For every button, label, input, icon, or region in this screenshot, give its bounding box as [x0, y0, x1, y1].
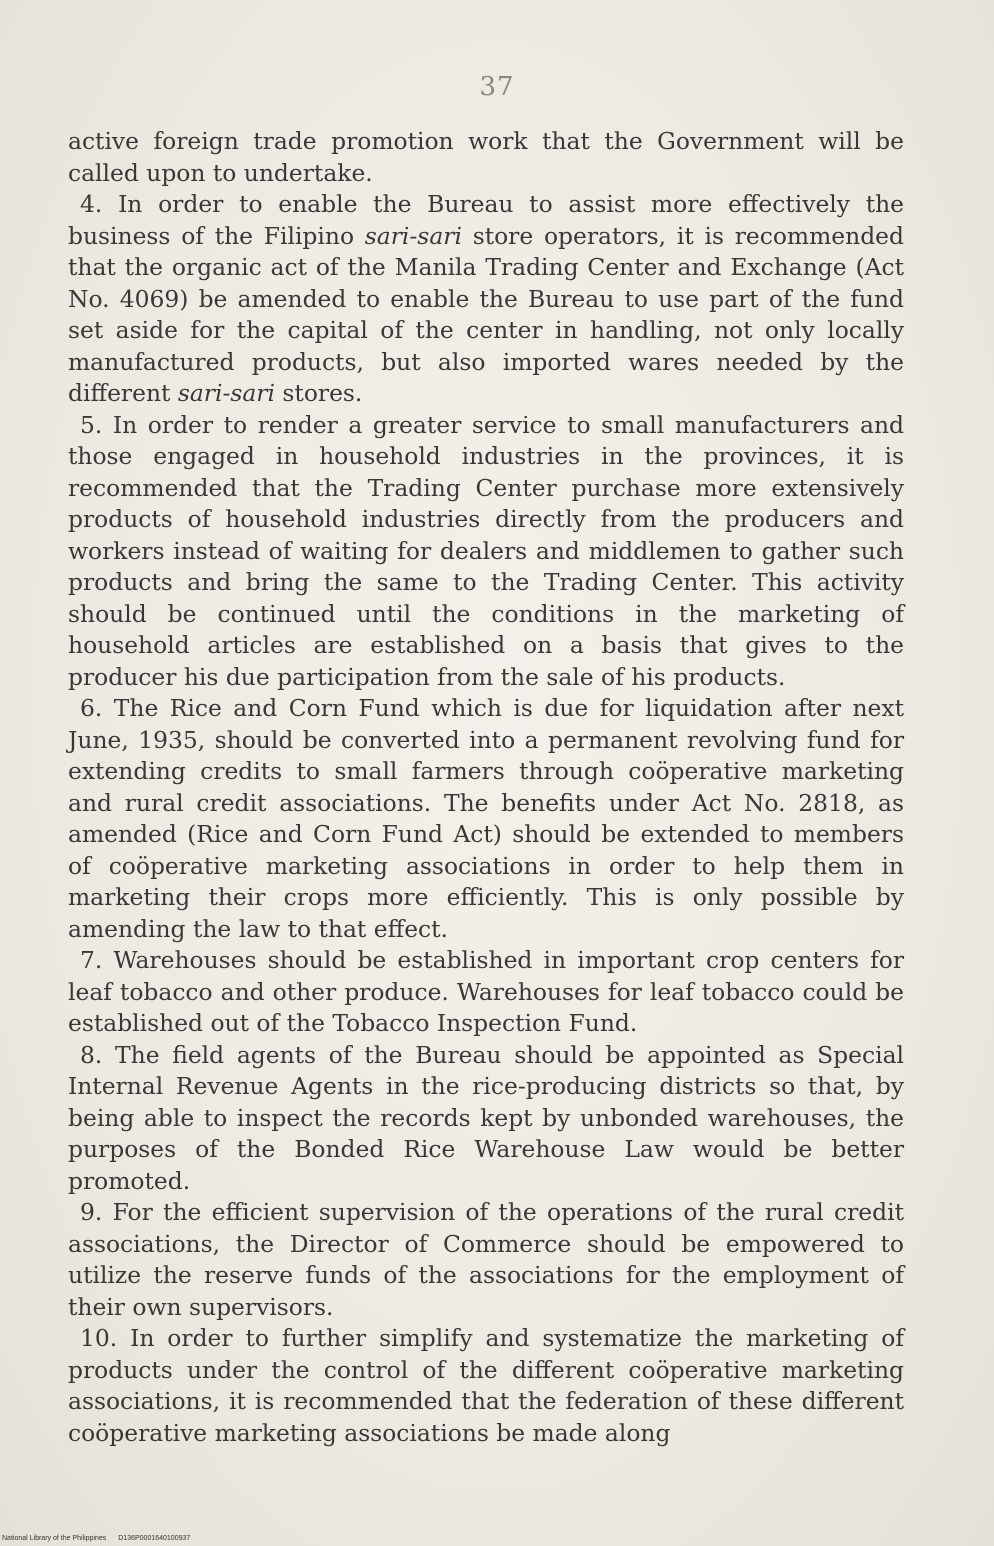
paragraph-number: 6.: [80, 694, 103, 722]
paragraph-text: The Rice and Corn Fund which is due for liquidation after next June, 1935, should be converted into a permanent revolving fund for extending credits to small farmers through coöperative marketing and rural credit associations. The benefits under Act No. 2818, as amended (Rice and Corn Fund Act) should be extended to members of coöperative marketing associations in order to help them in marketing their crops more efficiently. This is only possible by amending the law to that effect.: [68, 694, 904, 943]
paragraph-4: [68, 189, 904, 410]
footer-code: D136P0001640100937: [118, 1535, 191, 1542]
paragraph-text: In order to enable the Bureau to assist more effectively the business of the Filipino: [68, 190, 905, 250]
footer-library: National Library of the Philippines: [2, 1535, 107, 1542]
paragraph-9: [68, 1197, 904, 1323]
paragraph-number: 10.: [80, 1324, 118, 1352]
italic-term: sari-sari: [177, 379, 275, 407]
paragraph-number: 7.: [80, 946, 103, 974]
paragraph-text: store operators, it is recommended that the organic act of the Manila Trading Center and Exchange (Act No. 4069) be amended to enable the Bureau to use part of the fund set aside for the capital of the center in handling, not only locally manufactured products, but also imported wares needed by the different: [68, 221, 904, 407]
paragraph-text: For the efficient supervision of the operations of the rural credit associations, the Director of Commerce should be empowered to utilize the reserve funds of the associations for the employment of their own supervisors.: [68, 1198, 905, 1321]
paragraph-continuation: [68, 126, 904, 189]
paragraph-5: [68, 410, 904, 694]
paragraph-text: In order to further simplify and systematize the marketing of products under the control of the different coöperative marketing associations, it is recommended that the federation of these different coöperative marketing associations be made along: [68, 1324, 905, 1447]
page-number: 37: [479, 72, 515, 102]
paragraph-text: The field agents of the Bureau should be appointed as Special Internal Revenue Agents in the rice-producing districts so that, by being able to inspect the records kept by unbonded warehouses, the purposes of the Bonded Rice Warehouse Law would be better promoted.: [68, 1040, 904, 1195]
body-text: [68, 126, 904, 1449]
paragraph-10: [68, 1323, 904, 1449]
italic-term: sari-sari: [364, 221, 462, 250]
paragraph-text: stores.: [274, 379, 363, 407]
paragraph-7: [68, 945, 904, 1040]
paragraph-text: active foreign trade promotion work that the Government will be called upon to undertake.: [68, 127, 904, 187]
scan-footer: [2, 1535, 190, 1542]
paragraph-number: 4.: [80, 190, 103, 218]
paragraph-number: 8.: [80, 1040, 103, 1069]
paragraph-text: In order to render a greater service to small manufacturers and those engaged in household industries in the provinces, it is recommended that the Trading Center purchase more extensively products of household industries directly from the producers and workers instead of waiting for dealers and middlemen to gather such products and bring the same to the Trading Center. This activity should be continued until the conditions in the marketing of household articles are established on a basis that gives to the producer his due participation from the sale of his products.: [68, 410, 905, 691]
paragraph-6: [68, 693, 904, 945]
paragraph-number: 9.: [80, 1198, 103, 1226]
paragraph-number: 5.: [80, 410, 103, 439]
paragraph-8: [68, 1040, 904, 1198]
paragraph-text: Warehouses should be established in important crop centers for leaf tobacco and other produce. Warehouses for leaf tobacco could be established out of the Tobacco Inspection Fund.: [68, 946, 904, 1037]
